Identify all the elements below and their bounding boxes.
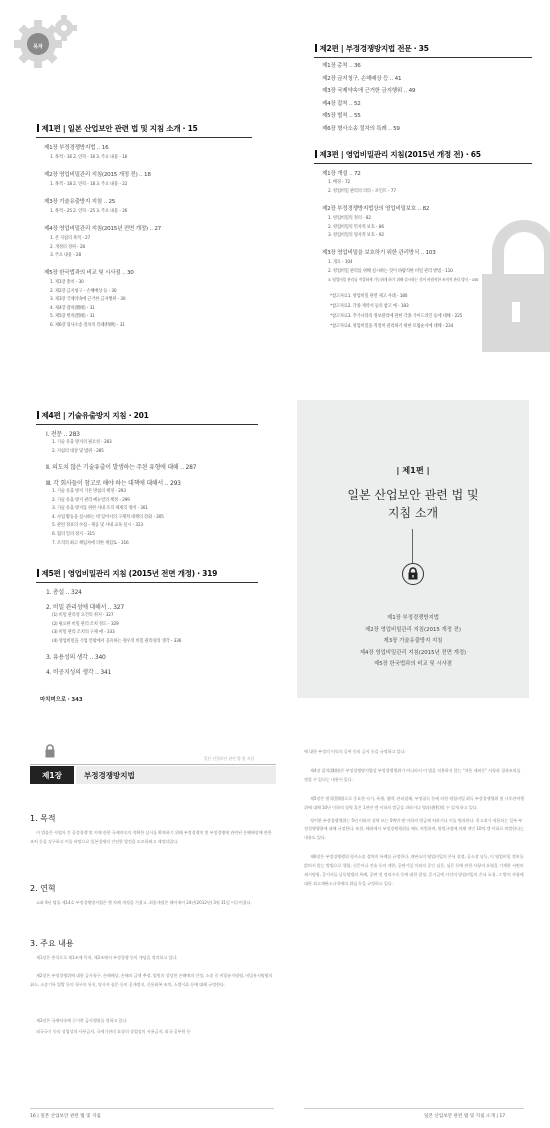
toc-item: Ⅰ. 전문 ‥ 283 — [46, 431, 80, 438]
part5-title: 제5편 | 영업비밀관리 지침 (2015년 전면 개정)・319 — [36, 568, 258, 583]
panel-chapter-item: 제4장 영업비밀관리 지침(2015년 전면 개정) — [359, 649, 467, 656]
toc-sub: 5. 제5장 벌칙(罰則)・31 — [50, 314, 95, 320]
panel-title-line2: 지침 소개 — [387, 506, 439, 520]
toc-chapter: 제3장 국제약속에 근거한 금지행위 ‥ 49 — [322, 88, 416, 95]
toc-sub: 2. 지침의 대상 및 범위・285 — [52, 448, 104, 454]
right-paragraph: 제6장은 부정경쟁행위 형사소송 절차의 특례를 규정한다. 재판소의 영업비밀의 은닉 결정, 공소장 낭독, 이 영업비밀 정보를 밝히지 않는 방법으로 행함, 신문이나 진술 등의 제한, 공판기일 이외의 증인 심문, 심문 등에 관한 사항의 요령을 기재한 서면의 제시명령, 증거서류 낭독방법의 특례, 공판 전 정리수속 등에 대한 결정, 증거금액 사건의 영업비밀의 은닉 요청, 그 밖의 사항에 대한 최고재판소규칙에의 위임 등을 규정하고 있다. — [304, 854, 524, 886]
panel-part-label: | 제1편 | — [396, 465, 430, 475]
right-paragraph: 제4장 잡칙(雜則)은 부정경쟁방지법상 부정경쟁행위가 아니라서 이 법을 적용하지 않는 "적용 제외등" 사항과 경과조치를 정할 수 있다는 내용이 있다. — [304, 767, 521, 782]
chapter-label: 제1장 — [42, 771, 62, 780]
toc-sub: 2. 기술 유출 방지 관리 메뉴얼의 책정・299 — [52, 497, 130, 503]
gear-icon — [12, 8, 80, 72]
toc-item: Ⅲ. 각 회사들이 참고로 해야 하는 대책에 대해서 ‥ 293 — [46, 480, 181, 487]
toc-item: 4. 비공지성의 생각 ‥ 341 — [46, 669, 112, 676]
toc-ref: *참고자료4. 영업비밀을 적절히 관리하기 위한 모범순서에 대해・234 — [330, 324, 454, 329]
toc-sub: 3. 기술 유출 방지를 위한 사내 조직 체제의 정비・301 — [52, 506, 148, 512]
toc-chapter: 제4장 영업비밀관리 지침(2015년 전면 개정) ‥ 27 — [44, 226, 161, 232]
toc-item: 1. 총설 ‥ 324 — [46, 589, 82, 596]
toc-sub: 1. 목적・16 2. 연혁・16 3. 주요 내용・16 — [50, 155, 128, 160]
toc-chapter: 제4장 잡칙 ‥ 52 — [322, 100, 361, 107]
part1-title: 제1편 | 일본 산업보안 관련 법 및 지침 소개・15 — [36, 123, 252, 138]
toc-chapter: 제2장 부정경쟁방지법상의 영업비밀보호 ‥ 82 — [322, 206, 430, 212]
page-footer-left: 16 | 일본 산업보안 관련 법 및 지침 — [30, 1114, 101, 1119]
toc-ref: *참고자료2. 각종 계약서 등의 참고 예・183 — [330, 304, 409, 309]
section-body: 이 법률은 사업자 간 공정경쟁 및 이에 관한 국제약속의 적확한 실시를 확보하기 위해 부정경쟁의 및 부정경쟁에 관련된 손해배상에 관한 조치 등을 강구하고 이를 바탕으로 일본경제의 건전한 발전을 도모하려고 제정되었다. — [30, 830, 272, 844]
chapter-title: 부정경쟁방지법 — [84, 771, 135, 780]
toc-sub: (1) 비밀 관리성 요건의 취지・327 — [52, 613, 114, 618]
toc-sub: 1. 목적・25 2. 연혁・25 3. 주요 내용・26 — [50, 209, 128, 214]
panel-chapter-item: 제2장 영업비밀관리 지침(2015 개정 전) — [365, 626, 461, 633]
section-paragraph: 제3장은 국제약속에 근거한 금지행위를 정하고 있다. — [36, 1018, 128, 1023]
right-paragraph: 제5장은 벌칙(罰則)으로 중요한 사기, 폭행, 협박, 관리침해, 부정침득 등에 의한 영업비밀 취득 부정경쟁행위 및 사후관여행위에 대해 10년 이하의 징역 혹은 1천만 엔 이하의 벌금을 과하거나 병과(倂科)할 수 있게 하고 있다. — [304, 795, 524, 810]
toc-item: 3. 유용성의 생각 ‥ 340 — [46, 654, 106, 661]
panel-chapter-item: 제5장 한국법과의 비교 및 시사점 — [374, 661, 452, 668]
toc-sub: 1. 개요・104 — [328, 260, 353, 265]
toc-spread-middle — [0, 388, 550, 724]
toc-chapter: 제1장 부정경쟁방지법 ‥ 16 — [44, 145, 109, 151]
section-paragraph: 제2장은 부정경쟁위에 대한 금지청구, 손해배상, 손해의 금액 추정, 법원의 상당한 손해액의 인정, 소송 중 비밀유지명령, 비밀유지명령의 취소, 소송기록 열람 등의 청구의 통지, 당사자 심문 등의 공개정지, 신용회복 조치, 소멸시효 등에 대해 규정한다. — [30, 973, 273, 987]
toc-sub: 2. 개정의 경위・28 — [50, 244, 85, 250]
header-note: 일본 산업보안 관련 법 및 지침 — [204, 756, 255, 761]
panel-chapter-item: 제1장 부정경쟁방지법 — [386, 615, 439, 621]
section-heading: 3. 주요 내용 — [30, 939, 74, 948]
toc-sub: 2. 영업비밀의 민사적 보호・86 — [328, 224, 384, 230]
section-paragraph: 제1장은 총칙으로 제1조에 목적, 제2조에서 부정경쟁 등의 개념을 정의하고 있다. — [36, 955, 178, 960]
section-body: 쇼와 9년 법률 제14호 부정경쟁방지법은 몇 차례 개정을 거쳤고, 최종개정은 헤이세이 24년(2012년) 3월 31일 이루어졌다. — [36, 900, 252, 905]
toc-sub: 1. 목적・18 2. 연혁・18 3. 주요 내용・22 — [50, 182, 128, 187]
section-paragraph: 외국국기 등의 상업상의 사용금지, 국제기관의 표장의 상업상의 사용금지, 외국 공무원 등 — [36, 1029, 191, 1034]
toc-sub: 1. 기술 유출 방지의 필요성・283 — [52, 440, 112, 445]
toc-chapter: 제1장 개설 ‥ 72 — [322, 171, 361, 177]
toc-sub: 7. 조직의 최고 책임자에 의한 재검토・316 — [52, 540, 129, 546]
toc-sub: (4) 영업비밀을 기업 안팎에서 공유하는 경우의 비밀 관리성의 생각・336 — [52, 638, 182, 644]
toc-ref: *참고자료3. 추가나라의 정보관리에 관한 각종 가이드라인 등에 대해・225 — [330, 314, 463, 319]
toc-badge: 목차 — [33, 44, 43, 50]
part4-title: 제4편 | 기술유출방지 지침・201 — [36, 410, 258, 425]
toc-chapter: 제2장 금지청구, 손해배상 등 ‥ 41 — [322, 75, 402, 82]
body-spread — [0, 736, 550, 1128]
toc-chapter: 제6장 형사소송 절차의 특례 ‥ 59 — [322, 125, 400, 132]
toc-sub: (3) 비밀 관리 조치의 구체 예・333 — [52, 630, 115, 636]
toc-sub: 2. 영업비밀 관리의 의의・포인트・77 — [328, 188, 396, 194]
closing-item: 마치며으로・343 — [40, 697, 83, 703]
toc-item: Ⅱ. 의도치 않은 기술유출이 발생하는 주된 유형에 대해 ‥ 287 — [46, 464, 197, 471]
toc-spread-top — [0, 0, 550, 388]
part3-title: 제3편 | 영업비밀관리 지침(2015년 개정 전)・65 — [314, 149, 532, 164]
toc-ref: *참고자료1. 영업비밀 관련 제고 사례・180 — [330, 294, 408, 299]
toc-sub: 1. 배경・72 — [328, 180, 350, 185]
toc-chapter: 제3장 영업비밀을 보호하기 위한 관리방식 ‥ 103 — [322, 250, 436, 256]
lock-icon — [407, 567, 419, 580]
toc-chapter: 제2장 영업비밀관리 지침(2015 개정 전) ‥ 18 — [44, 172, 151, 178]
header-rule — [30, 764, 276, 765]
toc-sub: 6. 협의 일의 정지・315 — [52, 531, 95, 537]
part-divider-panel — [297, 400, 529, 698]
toc-sub: (2) 필요한 비밀 관리 조치 정도・329 — [52, 621, 119, 627]
toc-sub: 1. 제1장 총칙・30 — [50, 280, 84, 285]
section-heading: 2. 연혁 — [30, 884, 56, 893]
toc-sub: 2. 영업비밀 관리를 위해 실시하는 것이 바람직한 비밀 관리 방법・110 — [328, 268, 453, 274]
part2-title: 제2편 | 부정경쟁방지법 전문・35 — [314, 43, 532, 58]
toc-sub: 3. 주요 내용・28 — [50, 253, 81, 259]
footer-rule-right — [304, 1108, 524, 1109]
padlock-icon — [470, 214, 550, 354]
panel-title-line1: 일본 산업보안 관련 법 및 — [347, 488, 479, 502]
toc-sub: 1. 기술 유출 방지 기본 방침의 책정・293 — [52, 489, 126, 494]
toc-sub: 3. 영업비밀의 형사적 보호・92 — [328, 233, 384, 239]
toc-chapter: 제5장 벌칙 ‥ 55 — [322, 113, 361, 120]
toc-chapter: 제3장 기술유출방지 지침 ‥ 25 — [44, 199, 116, 205]
toc-chapter: 제5장 한국법과의 비교 및 시사점 ‥ 30 — [44, 270, 134, 276]
panel-divider — [412, 529, 413, 563]
toc-item: 2. 비밀 관리성에 대해서 ‥ 327 — [46, 604, 124, 611]
toc-sub: 4. 제4장 잡칙(雜則)・31 — [50, 305, 95, 311]
footer-rule-left — [30, 1108, 274, 1109]
right-paragraph: 에 대한 부정의 이익의 공여 등의 금지 등을 규정하고 있다. — [304, 749, 406, 754]
page-footer-right: 일본 산업보안 관련 법 및 지침 소개 | 17 — [424, 1114, 506, 1119]
toc-sub: 5. 관련 정보의 수집・제공 및 사내 교육 실시・313 — [52, 523, 143, 529]
toc-sub: 2. 제2장 금지청구・손해배상 등・30 — [50, 288, 117, 294]
toc-sub: 3. 제3장 국제약속에 근거한 금지행위・30 — [50, 297, 126, 303]
section-heading: 1. 목적 — [30, 814, 56, 823]
toc-sub: 1. 본 지침의 목적・27 — [50, 236, 91, 241]
right-paragraph: 정이한 부정경쟁행위는 5년 이하의 징역 또는 5백만 엔 이하의 벌금에 처하거나 이를 병과한다. 친고죄가 적용되는 일부 부정경쟁행위에 대해 규정한다. 또한, 해외에서 부정경쟁행위를 해도 처벌하며, 양벌규정에 의해 개인 10억 엔 이하로 처벌한다는 내용도 있다. — [304, 817, 524, 841]
toc-sub: 4. 사업 활동을 실시하는 데 있어서의 구체적 대책의 강화・305 — [52, 514, 164, 520]
toc-sub: 1. 영업비밀의 정의・82 — [328, 216, 371, 221]
panel-chapter-item: 제3장 기술유출방지 지침 — [383, 638, 443, 645]
toc-sub: 3. 영업비밀 관리를 적절하게 기능하게 하기 위해 실시하는 것이 바람직한 조직적 관리 방식・155 — [328, 277, 479, 283]
lock-icon — [44, 744, 56, 758]
toc-sub: 6. 제6장 형사소송 절차의 특례(特例)・31 — [50, 322, 125, 328]
toc-chapter: 제1장 총칙 ‥ 36 — [322, 63, 361, 69]
